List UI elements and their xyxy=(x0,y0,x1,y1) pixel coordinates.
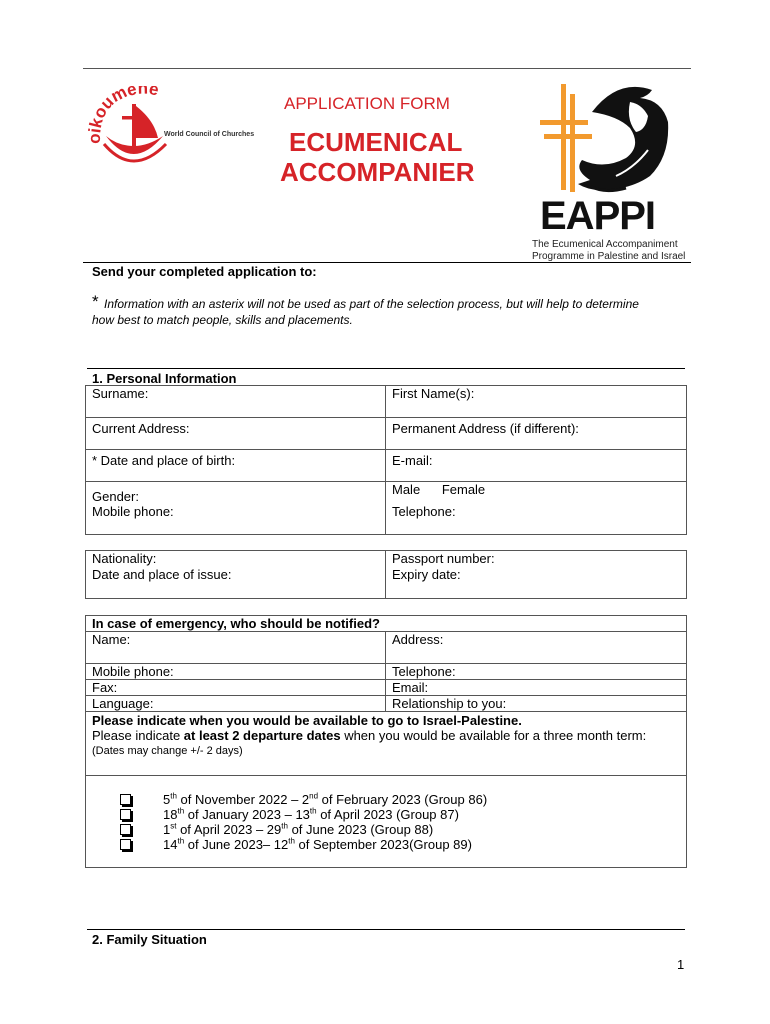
departure-option-text: 18th of January 2023 – 13th of April 2023 (Group 87) xyxy=(163,806,459,822)
asterisk-note-marker: * xyxy=(92,292,99,311)
departure-option[interactable] xyxy=(92,837,686,852)
issue-date-place-field[interactable] xyxy=(86,567,386,599)
telephone-field[interactable] xyxy=(386,504,687,534)
form-kind-label: APPLICATION FORM xyxy=(284,94,450,113)
emergency-name-label: Name: xyxy=(92,632,131,647)
emergency-mobile-field[interactable] xyxy=(86,664,386,680)
gender-options[interactable] xyxy=(386,482,687,505)
surname-label: Surname: xyxy=(92,386,149,401)
availability-intro-cell xyxy=(86,712,687,776)
passport-table xyxy=(85,550,687,599)
nationality-label: Nationality: xyxy=(92,551,157,566)
oikoumene-logo-text: koumene xyxy=(88,86,161,130)
issue-date-place-label: Date and place of issue: xyxy=(92,566,232,582)
gender-label: Gender: xyxy=(92,489,139,504)
passport-number-field[interactable] xyxy=(386,551,687,567)
dove-and-cross-icon xyxy=(530,72,690,202)
section2-title: 2. Family Situation xyxy=(92,932,207,947)
availability-note: (Dates may change +/- 2 days) xyxy=(92,745,243,757)
availability-bold: at least 2 departure dates xyxy=(183,728,341,743)
asterisk-note-line2: how best to match people, skills and placements. xyxy=(92,313,353,327)
send-to-label: Send your completed application to: xyxy=(92,264,317,279)
checkbox-icon[interactable] xyxy=(120,839,131,850)
mobile-phone-field[interactable] xyxy=(86,504,386,534)
form-title-line2: ACCOMPANIER xyxy=(280,157,475,187)
departure-option[interactable] xyxy=(92,822,686,837)
emergency-fax-field[interactable] xyxy=(86,680,386,696)
departure-option[interactable] xyxy=(92,807,686,822)
current-address-field[interactable] xyxy=(86,418,386,450)
emergency-table xyxy=(85,615,687,868)
expiry-date-label: Expiry date: xyxy=(392,566,461,582)
availability-title: Please indicate when you would be available to go to Israel-Palestine. xyxy=(92,713,522,728)
eappi-logo-subtitle-1: The Ecumenical Accompaniment xyxy=(532,239,678,250)
top-rule xyxy=(83,68,691,69)
gender-female-option[interactable]: Female xyxy=(441,482,486,497)
emergency-fax-label: Fax: xyxy=(92,680,118,695)
nationality-field[interactable] xyxy=(86,551,386,567)
page-number: 1 xyxy=(677,957,685,972)
surname-field[interactable] xyxy=(86,386,386,418)
eappi-logo-subtitle-2: Programme in Palestine and Israel xyxy=(532,251,686,262)
checkbox-icon[interactable] xyxy=(120,794,131,805)
departure-option-text: 1st of April 2023 – 29th of June 2023 (Group 88) xyxy=(163,821,434,837)
passport-number-label: Passport number: xyxy=(392,551,495,566)
current-address-label: Current Address: xyxy=(92,421,190,436)
section1-title: 1. Personal Information xyxy=(92,371,237,386)
emergency-email-label: Email: xyxy=(392,680,429,695)
eappi-logo xyxy=(530,72,690,264)
first-name-label: First Name(s): xyxy=(392,386,475,401)
departure-option-text: 5th of November 2022 – 2nd of February 2023 (Group 86) xyxy=(163,791,488,807)
expiry-date-field[interactable] xyxy=(386,567,687,599)
oikoumene-logo xyxy=(88,86,258,176)
availability-instruction xyxy=(92,728,686,743)
birth-date-place-label: * Date and place of birth: xyxy=(92,453,236,468)
eappi-logo-name: EAPPI xyxy=(540,194,656,238)
emergency-telephone-label: Telephone: xyxy=(392,664,456,679)
email-field[interactable] xyxy=(386,450,687,482)
section2-rule xyxy=(87,929,685,930)
checkbox-icon[interactable] xyxy=(120,809,131,820)
emergency-telephone-field[interactable] xyxy=(386,664,687,680)
permanent-address-field[interactable] xyxy=(386,418,687,450)
checkbox-icon[interactable] xyxy=(120,824,131,835)
mobile-phone-label: Mobile phone: xyxy=(92,504,174,519)
gender-male-option[interactable]: Male xyxy=(392,482,421,497)
departure-option-text: 14th of June 2023– 12th of September 2023(Group 89) xyxy=(163,836,472,852)
emergency-language-label: Language: xyxy=(92,696,154,711)
email-label: E-mail: xyxy=(392,453,433,468)
departure-options-cell xyxy=(86,776,687,868)
first-name-field[interactable] xyxy=(386,386,687,418)
emergency-address-label: Address: xyxy=(392,632,444,647)
permanent-address-label: Permanent Address (if different): xyxy=(392,421,579,436)
emergency-mobile-label: Mobile phone: xyxy=(92,664,174,679)
section1-rule xyxy=(87,368,685,369)
emergency-relationship-label: Relationship to you: xyxy=(392,696,507,711)
asterisk-note-line1: Information with an asterix will not be used as part of the selection process, but will help to determine xyxy=(104,297,639,311)
header-rule xyxy=(83,262,691,263)
personal-info-table xyxy=(85,385,687,535)
oikoumene-logo-subtitle: World Council of Churches xyxy=(164,131,255,138)
telephone-label: Telephone: xyxy=(392,504,456,519)
emergency-relationship-field[interactable] xyxy=(386,696,687,712)
form-title-line1: ECUMENICAL xyxy=(289,127,463,157)
departure-option[interactable] xyxy=(92,792,686,807)
emergency-language-field[interactable] xyxy=(86,696,386,712)
birth-date-place-field[interactable] xyxy=(86,450,386,482)
emergency-title: In case of emergency, who should be notified? xyxy=(92,616,380,631)
emergency-email-field[interactable] xyxy=(386,680,687,696)
gender-field[interactable] xyxy=(86,482,386,505)
availability-post: when you would be available for a three month term: xyxy=(340,728,647,743)
emergency-title-cell xyxy=(86,616,687,632)
availability-pre: Please indicate xyxy=(92,728,184,743)
emergency-address-field[interactable] xyxy=(386,632,687,664)
emergency-name-field[interactable] xyxy=(86,632,386,664)
